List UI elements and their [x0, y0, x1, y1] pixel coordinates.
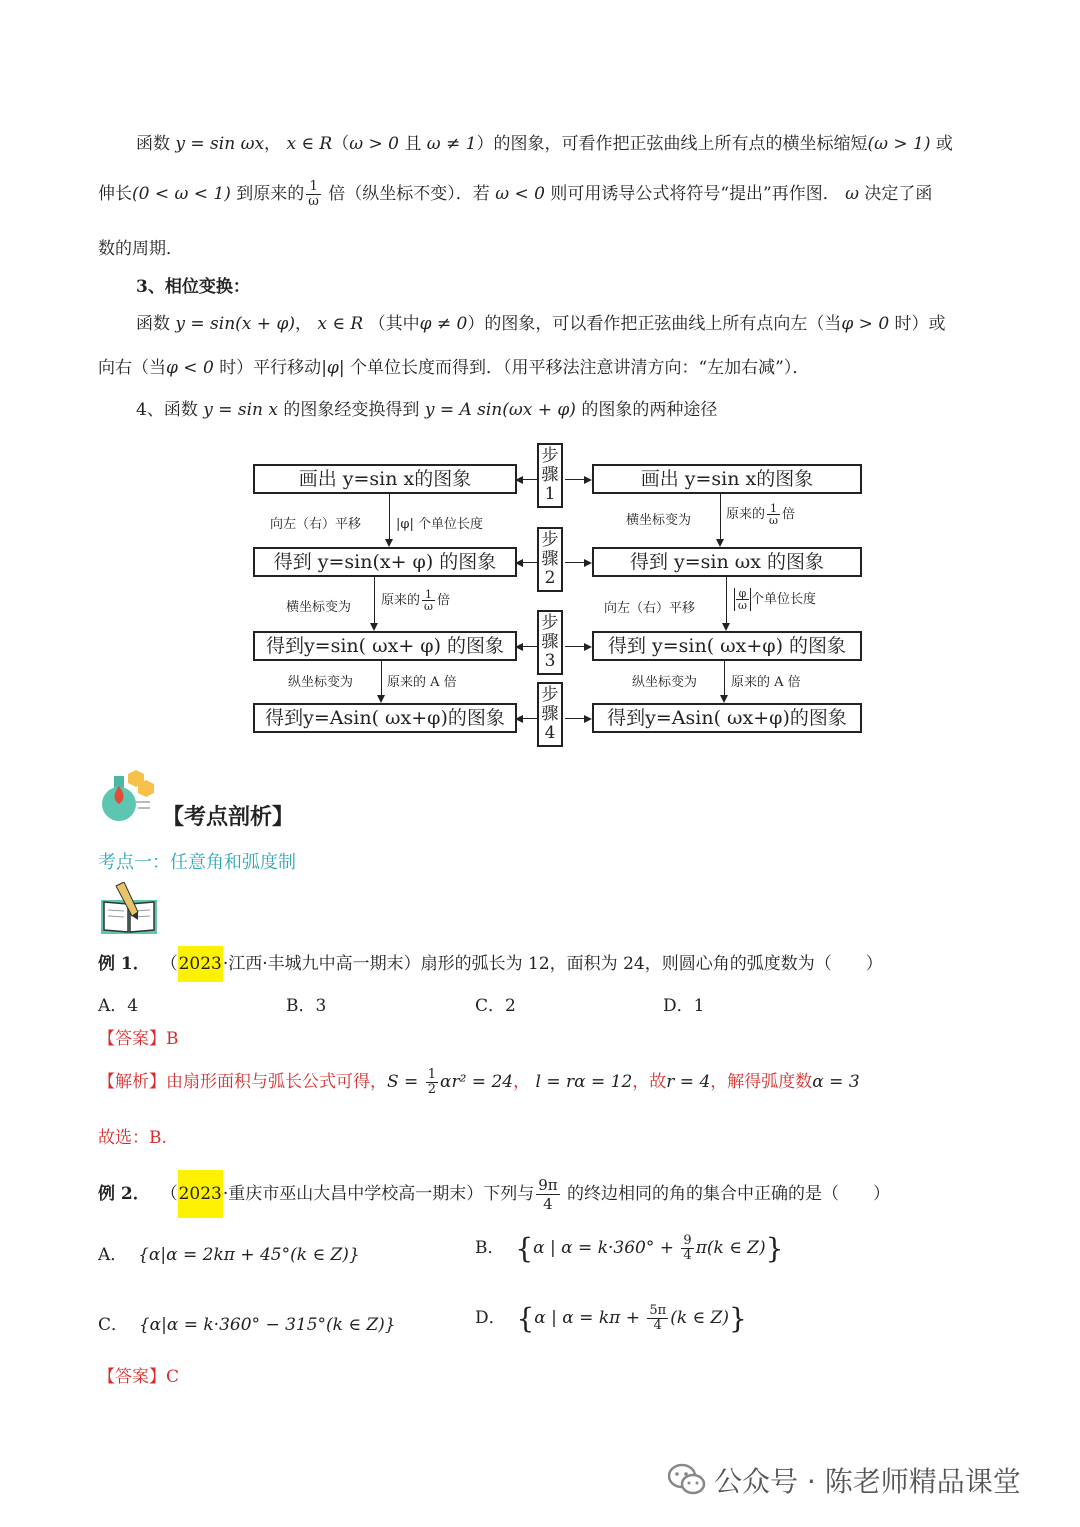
connector — [522, 562, 537, 563]
right-label-2b: $\frac{\varphi}{\omega}$ 个单位长度 — [734, 588, 816, 611]
connector — [522, 646, 537, 647]
phase-line-1: 函数 y = sin(x + φ)， x ∈ R （其中φ ≠ 0）的图象，可以看作把正弦曲线上所有点向左（当φ > 0 时）或 — [136, 314, 946, 334]
left-label-2b: 原来的 $\frac{1}{\omega}$ 倍 — [381, 588, 451, 613]
flask-icon — [98, 768, 154, 824]
arrow-left-icon — [515, 476, 523, 484]
right-label-2a: 向左（右）平移 — [604, 601, 696, 616]
ex2-option-b: B． {α | α = k·360° + $\frac{9}{4}$ π(k ∈ Z)} — [475, 1232, 784, 1265]
connector — [381, 661, 382, 695]
ex2-option-c: C． {α|α = k·360° − 315°(k ∈ Z)} — [98, 1315, 396, 1335]
left-label-2a: 横坐标变为 — [286, 600, 352, 615]
left-label-3a: 纵坐标变为 — [288, 675, 354, 690]
watermark-text: 公众号 · 陈老师精品课堂 — [714, 1465, 1021, 1498]
connector — [565, 562, 585, 563]
right-label-1b: 原来的 $\frac{1}{\omega}$ 倍 — [726, 502, 796, 527]
example-1-question: 例 1． （2023·江西·丰城九中高一期末）扇形的弧长为 12，面积为 24，则圆心角的弧度数为（ ） — [98, 952, 883, 976]
intro-line-2: 伸长(0 < ω < 1) 到原来的 $\frac{1}{\omega}$ 倍（纵坐标不变）．若 ω < 0 则可用诱导公式将符号“提出”再作图． ω 决定了函 — [98, 179, 933, 209]
step-label: 步骤3 — [541, 613, 559, 671]
connector — [522, 718, 537, 719]
connector — [374, 577, 375, 623]
intro-line-1: 函数 y = sin ωx， x ∈ R（ω > 0 且 ω ≠ 1）的图象，可看作把正弦曲线上所有点的横坐标缩短(ω > 1) 或 — [136, 134, 953, 154]
arrow-down-icon — [370, 623, 378, 631]
arrow-down-icon — [722, 623, 730, 631]
connector — [724, 661, 725, 695]
watermark — [668, 1460, 1021, 1500]
connector — [565, 479, 585, 480]
left-box-3: 得到y=sin( ωx+ φ) 的图象 — [253, 631, 517, 661]
left-box-1: 画出 y=sin x的图象 — [253, 464, 517, 494]
arrow-down-icon — [377, 695, 385, 703]
arrow-left-icon — [515, 559, 523, 567]
ex1-answer: 【答案】B — [98, 1029, 179, 1049]
arrow-down-icon — [385, 539, 393, 547]
connector — [389, 494, 390, 539]
section-title: 【考点剖析】 — [162, 804, 295, 830]
wechat-icon — [668, 1463, 706, 1497]
step-label: 步骤2 — [541, 530, 559, 588]
example-2-question: 例 2． （2023·重庆市巫山大昌中学校高一期末）下列与 $\frac{9\pi}{4}$ 的终边相同的角的集合中正确的是（ ） — [98, 1176, 890, 1213]
item-4-line: 4、函数 y = sin x 的图象经变换得到 y = A sin(ωx + φ) 的图象的两种途径 — [136, 400, 718, 420]
right-box-2: 得到 y=sin ωx 的图象 — [592, 547, 862, 577]
arrow-down-icon — [720, 695, 728, 703]
connector — [522, 479, 537, 480]
year-highlight: 2023 — [178, 1170, 223, 1218]
arrow-right-icon — [584, 715, 592, 723]
phase-line-2: 向右（当φ < 0 时）平行移动|φ| 个单位长度而得到．（用平移法注意讲清方向：“左加右减”）． — [98, 358, 810, 378]
ex1-conclusion: 故选：B. — [98, 1128, 167, 1148]
ex1-option-d: D．1 — [663, 996, 705, 1016]
connector — [726, 577, 727, 623]
right-box-3: 得到 y=sin( ωx+φ) 的图象 — [592, 631, 862, 661]
arrow-right-icon — [584, 559, 592, 567]
right-label-3a: 纵坐标变为 — [632, 675, 698, 690]
left-label-3b: 原来的 A 倍 — [387, 675, 457, 690]
step-box-1 — [537, 443, 563, 508]
right-box-1: 画出 y=sin x的图象 — [592, 464, 862, 494]
right-box-4: 得到y=Asin( ωx+φ)的图象 — [592, 703, 862, 733]
ex1-option-c: C．2 — [475, 996, 516, 1016]
ex2-answer: 【答案】C — [98, 1367, 180, 1387]
arrow-left-icon — [515, 715, 523, 723]
ex2-option-a: A． {α|α = 2kπ + 45°(k ∈ Z)} — [98, 1245, 360, 1265]
arrow-left-icon — [515, 643, 523, 651]
intro-line-3: 数的周期． — [98, 239, 183, 259]
step-box-3 — [537, 610, 563, 675]
connector — [565, 646, 585, 647]
year-highlight: 2023 — [178, 946, 223, 982]
right-label-1a: 横坐标变为 — [626, 513, 692, 528]
step-box-2 — [537, 527, 563, 592]
ex1-analysis: 【解析】由扇形面积与弧长公式可得，S = $\frac{1}{2}$ αr² = 24， l = rα = 12，故r = 4，解得弧度数α = 3 — [98, 1067, 860, 1097]
left-label-1a: 向左（右）平移 — [270, 517, 362, 532]
connector — [720, 494, 721, 539]
ex1-option-b: B．3 — [286, 996, 327, 1016]
step-label: 步骤1 — [541, 446, 559, 504]
right-label-3b: 原来的 A 倍 — [731, 675, 801, 690]
step-label: 步骤4 — [541, 685, 559, 743]
ex2-option-d: D． {α | α = kπ + $\frac{5\pi}{4}$ (k ∈ Z)} — [475, 1302, 747, 1335]
fraction: $\frac{1}{\omega}$ — [308, 179, 319, 209]
heading-phase-shift: 3、相位变换： — [136, 277, 250, 297]
arrow-right-icon — [584, 476, 592, 484]
step-box-4 — [537, 682, 563, 747]
left-label-1b: |φ| 个单位长度 — [396, 517, 483, 532]
left-box-4: 得到y=Asin( ωx+φ)的图象 — [253, 703, 517, 733]
arrow-right-icon — [584, 643, 592, 651]
arrow-down-icon — [716, 539, 724, 547]
connector — [565, 718, 585, 719]
book-icon — [98, 882, 160, 938]
topic-heading: 考点一：任意角和弧度制 — [98, 852, 296, 873]
ex1-option-a: A．4 — [98, 996, 139, 1016]
left-box-2: 得到 y=sin(x+ φ) 的图象 — [253, 547, 517, 577]
